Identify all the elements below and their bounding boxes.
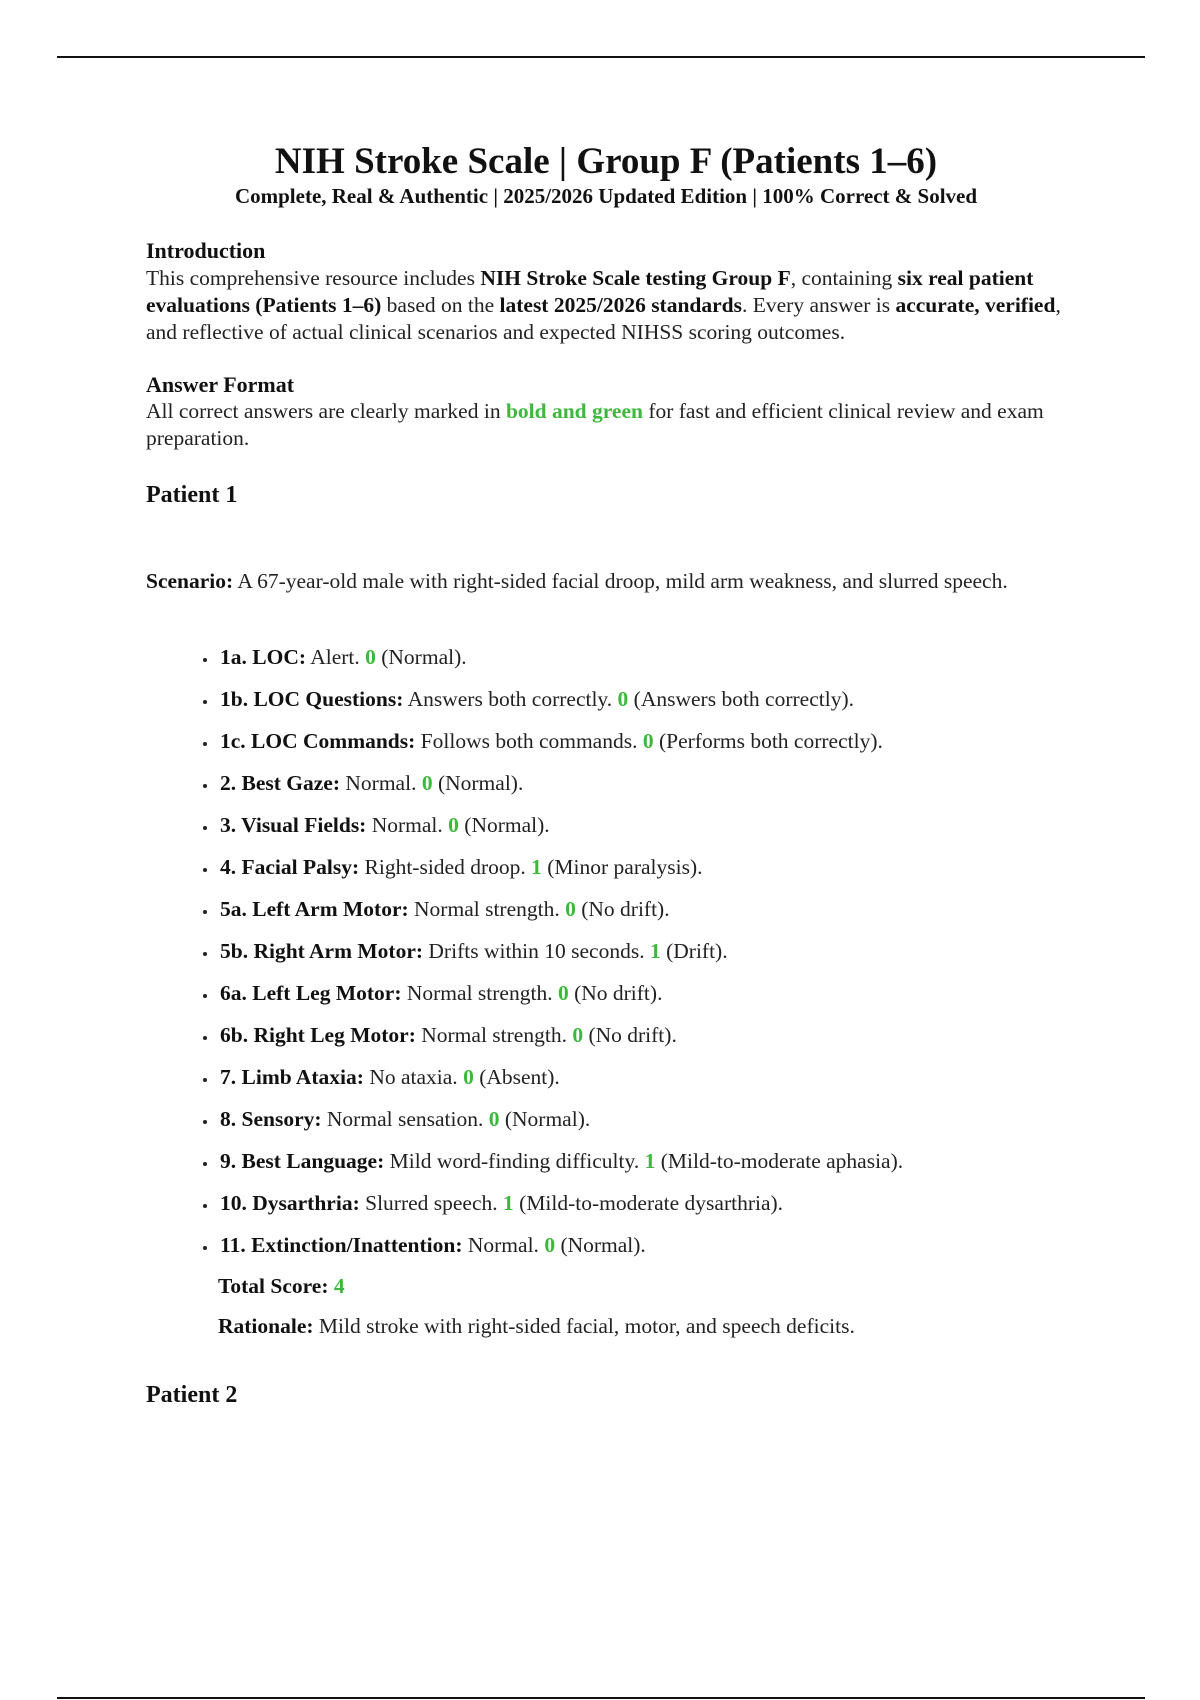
item-label: 5a. Left Arm Motor: (220, 897, 409, 922)
item-finding: Normal strength. (415, 1023, 573, 1048)
item-label: 9. Best Language: (220, 1149, 385, 1174)
item-finding: Right-sided droop. (359, 855, 532, 880)
item-label: 1a. LOC: (220, 645, 306, 670)
item-score: 0 (488, 1107, 500, 1132)
total-score-line: Total Score: 4 (218, 1274, 345, 1299)
item-note: (No drift). (583, 1023, 677, 1048)
item-label: 8. Sensory: (220, 1107, 322, 1132)
nihss-item (218, 804, 1066, 846)
item-label: 2. Best Gaze: (220, 771, 341, 796)
document-body (146, 140, 1066, 1409)
nihss-item (218, 846, 1066, 888)
item-score: 1 (503, 1191, 514, 1216)
item-note: (Normal). (458, 813, 550, 838)
item-note: (Mild-to-moderate aphasia). (655, 1149, 904, 1174)
item-score: 0 (421, 771, 433, 796)
nihss-item-list (146, 636, 1066, 1266)
item-finding: Normal strength. (408, 897, 566, 922)
answer-format-paragraph: All correct answers are clearly marked in bold and green for fast and efficient clinical review and exam preparation. (146, 399, 1044, 451)
nihss-item (218, 1098, 1066, 1140)
introduction-paragraph: This comprehensive resource includes NIH Stroke Scale testing Group F, containing six real patient evaluations (Patients 1–6) based on the latest 2025/2026 standards. Every answer is accurate, verified, and reflective of actual clinical scenarios and expected NIHSS scoring outcomes. (146, 265, 1061, 344)
item-finding: Answers both correctly. (403, 687, 618, 712)
nihss-item (218, 1224, 1066, 1266)
top-rule (57, 56, 1145, 58)
item-note: (Normal). (555, 1233, 646, 1258)
item-note: (Minor paralysis). (541, 855, 703, 880)
nihss-item (218, 636, 1066, 678)
nihss-item (218, 972, 1066, 1014)
item-score: 0 (642, 729, 654, 754)
item-note: (Drift). (660, 939, 728, 964)
nihss-item (218, 1182, 1066, 1224)
item-note: (Answers both correctly). (628, 687, 854, 712)
item-score: 0 (448, 813, 459, 838)
bottom-rule (57, 1697, 1145, 1699)
item-note: (Normal). (499, 1107, 591, 1132)
item-note: (Performs both correctly). (653, 729, 883, 754)
item-finding: Slurred speech. (359, 1191, 504, 1216)
patient-1-scenario: Scenario: A 67-year-old male with right-sided facial droop, mild arm weakness, and slurred speech. (146, 569, 1008, 594)
item-label: 11. Extinction/Inattention: (220, 1233, 463, 1258)
item-label: 1b. LOC Questions: (220, 687, 404, 712)
item-note: (Normal). (375, 645, 467, 670)
item-finding: Normal. (340, 771, 422, 796)
item-finding: No ataxia. (363, 1065, 464, 1090)
item-label: 6b. Right Leg Motor: (220, 1023, 416, 1048)
item-score: 0 (557, 981, 569, 1006)
nihss-item (218, 1014, 1066, 1056)
document-subtitle: Complete, Real & Authentic | 2025/2026 Updated Edition | 100% Correct & Solved (234, 184, 978, 209)
item-finding: Normal. (462, 1233, 545, 1258)
item-label: 7. Limb Ataxia: (220, 1065, 364, 1090)
answer-format-heading: Answer Format (146, 371, 295, 397)
item-score: 1 (644, 1149, 656, 1174)
patient-1-heading: Patient 1 (146, 482, 238, 509)
item-finding: Alert. (306, 645, 366, 670)
item-score: 0 (463, 1065, 474, 1090)
item-finding: Normal strength. (401, 981, 558, 1006)
item-score: 0 (365, 645, 376, 670)
item-note: (Normal). (432, 771, 524, 796)
item-finding: Drifts within 10 seconds. (423, 939, 650, 964)
item-label: 3. Visual Fields: (220, 813, 367, 838)
nihss-item (218, 1140, 1066, 1182)
item-score: 1 (531, 855, 542, 880)
document-title: NIH Stroke Scale | Group F (Patients 1–6) (274, 141, 938, 182)
introduction-heading: Introduction (146, 238, 266, 264)
nihss-item (218, 762, 1066, 804)
item-note: (No drift). (575, 897, 670, 922)
item-note: (Absent). (473, 1065, 560, 1090)
item-score: 0 (617, 687, 629, 712)
item-label: 1c. LOC Commands: (220, 729, 416, 754)
nihss-item (218, 720, 1066, 762)
item-finding: Normal sensation. (321, 1107, 489, 1132)
rationale-line: Rationale: Mild stroke with right-sided facial, motor, and speech deficits. (218, 1314, 855, 1339)
item-score: 0 (572, 1023, 584, 1048)
item-label: 10. Dysarthria: (220, 1191, 360, 1216)
nihss-item (218, 678, 1066, 720)
nihss-item (218, 888, 1066, 930)
item-score: 0 (565, 897, 576, 922)
item-label: 4. Facial Palsy: (220, 855, 360, 880)
item-finding: Mild word-finding difficulty. (384, 1149, 645, 1174)
nihss-item (218, 930, 1066, 972)
item-score: 1 (649, 939, 661, 964)
item-note: (No drift). (568, 981, 663, 1006)
item-note: (Mild-to-moderate dysarthria). (513, 1191, 784, 1216)
nihss-item (218, 1056, 1066, 1098)
item-finding: Follows both commands. (415, 729, 643, 754)
patient-2-heading: Patient 2 (146, 1382, 238, 1409)
item-score: 0 (544, 1233, 556, 1258)
item-label: 5b. Right Arm Motor: (220, 939, 424, 964)
item-finding: Normal. (366, 813, 449, 838)
item-label: 6a. Left Leg Motor: (220, 981, 402, 1006)
